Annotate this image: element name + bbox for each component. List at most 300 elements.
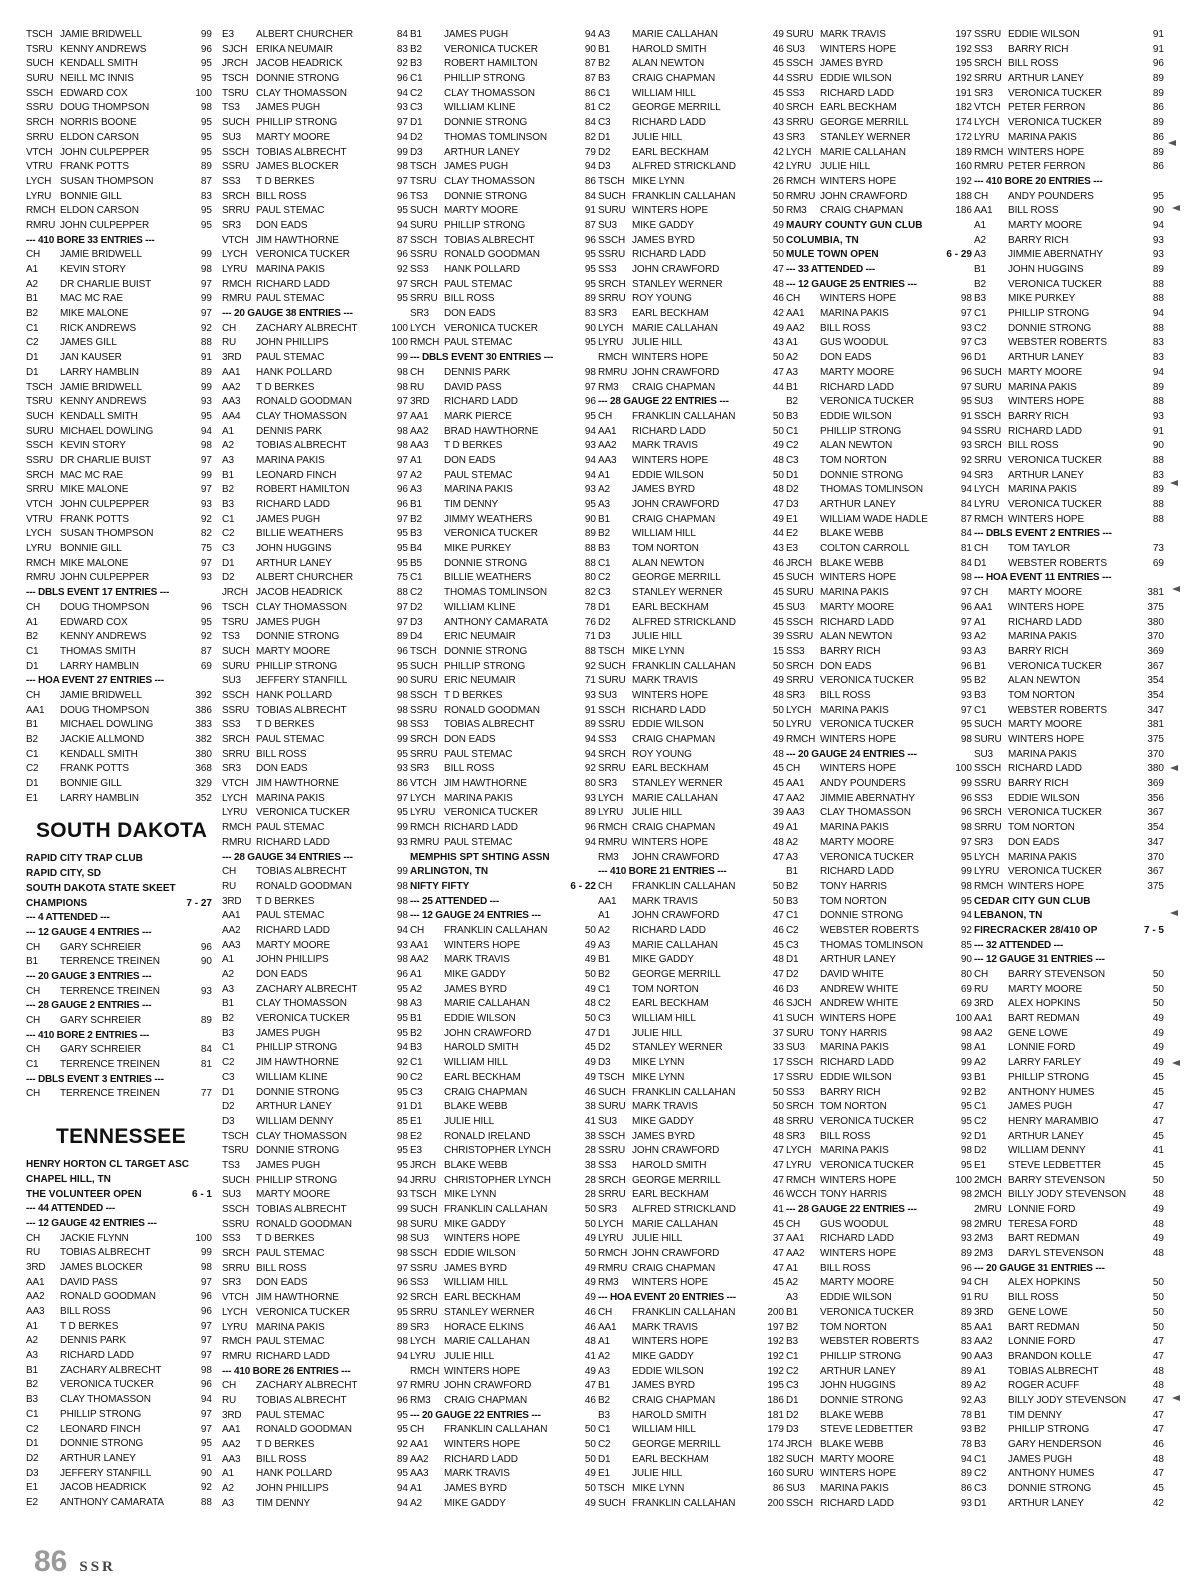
- class-code: C3: [222, 1071, 235, 1083]
- shooter-name: BARRY STEVENSON: [1008, 969, 1106, 980]
- class-code: SRRU: [410, 1306, 438, 1318]
- score: 88: [1152, 499, 1164, 510]
- shooter-name: MIKE PURKEY: [1008, 293, 1076, 305]
- class-code: D3: [598, 631, 611, 643]
- result-row: [26, 425, 212, 440]
- shooter-name: BARRY RICH: [1008, 234, 1069, 246]
- class-code: TS3: [222, 102, 240, 114]
- result-row: [26, 1087, 212, 1102]
- shooter-name: RICHARD LADD: [256, 1350, 330, 1362]
- result-row: [26, 1496, 212, 1511]
- shooter-name: MIKE MALONE: [60, 484, 129, 496]
- shooter-name: MIKE LYNN: [444, 1189, 497, 1201]
- score: 49: [584, 1497, 596, 1509]
- shooter-name: ALAN NEWTON: [820, 440, 893, 452]
- shooter-name: MARINA PAKIS: [256, 1321, 325, 1333]
- class-code: LYCH: [974, 117, 1000, 129]
- score: 48: [584, 1336, 596, 1348]
- shooter-name: MARINA PAKIS: [256, 264, 325, 275]
- event-header: --- 32 ATTENDED ---: [974, 939, 1063, 951]
- shooter-name: BLAKE WEBB: [444, 1159, 508, 1171]
- shooter-name: PAUL STEMAC: [256, 352, 325, 364]
- result-row: [974, 645, 1164, 660]
- result-row: [786, 351, 972, 366]
- result-row: [410, 1218, 596, 1233]
- shooter-name: CLAY THOMASSON: [256, 601, 347, 613]
- score: 98: [200, 1364, 212, 1376]
- class-code: SR3: [974, 836, 993, 848]
- score: 381: [1147, 587, 1164, 599]
- score: 92: [960, 1394, 972, 1406]
- shooter-name: WILLIAM KLINE: [444, 102, 516, 114]
- score: 41: [772, 1013, 784, 1025]
- club-info-text: ARLINGTON, TN: [410, 866, 489, 878]
- class-code: SSCH: [410, 689, 437, 701]
- result-row: [26, 645, 212, 660]
- class-code: B1: [26, 719, 38, 731]
- score: 98: [396, 704, 408, 716]
- score: 98: [396, 719, 408, 731]
- shooter-name: JAMIE BRIDWELL: [60, 689, 142, 701]
- shooter-name: WINTERS HOPE: [820, 572, 897, 584]
- score: 50: [1152, 1306, 1164, 1318]
- class-code: C2: [222, 528, 235, 540]
- shooter-name: WILLIAM DENNY: [1008, 1145, 1086, 1157]
- class-code: RMRU: [26, 219, 56, 231]
- shooter-name: T D BERKES: [60, 1320, 119, 1332]
- shooter-name: JULIE HILL: [632, 131, 683, 143]
- class-code: C1: [974, 1453, 987, 1465]
- class-code: AA3: [222, 1453, 241, 1465]
- shooter-name: KENDALL SMITH: [60, 58, 138, 70]
- score: 83: [200, 190, 212, 202]
- result-row: [598, 1012, 784, 1027]
- event-header: --- 410 BORE 20 ENTRIES ---: [974, 175, 1103, 187]
- result-row: [786, 689, 972, 704]
- class-code: D3: [786, 499, 799, 510]
- shooter-name: MIKE MALONE: [60, 557, 129, 569]
- score: 382: [195, 734, 212, 745]
- result-row: [222, 1086, 408, 1101]
- score: 369: [1147, 778, 1164, 790]
- shooter-name: ANTHONY CAMARATA: [60, 1496, 164, 1508]
- score: 47: [772, 792, 784, 804]
- score: 49: [584, 1468, 596, 1480]
- score: 88: [1152, 513, 1164, 525]
- shooter-name: FRANKLIN CALLAHAN: [632, 880, 736, 892]
- result-row: [26, 1334, 212, 1349]
- shooter-name: ALFRED STRICKLAND: [632, 616, 736, 628]
- result-row: [974, 1379, 1164, 1394]
- shooter-name: DONNIE STRONG: [60, 1438, 144, 1450]
- score: 380: [195, 748, 212, 760]
- shooter-name: PAUL STEMAC: [444, 469, 513, 481]
- class-code: AA3: [26, 1306, 45, 1317]
- shooter-name: BARRY STEVENSON: [1008, 1174, 1106, 1186]
- club-info-line: [974, 909, 1164, 924]
- result-row: [410, 366, 596, 381]
- class-code: D1: [974, 557, 987, 569]
- event-header: --- HOA EVENT 27 ENTRIES ---: [26, 675, 164, 687]
- result-row: [410, 116, 596, 131]
- event-header: --- 20 GAUGE 22 ENTRIES ---: [410, 1409, 541, 1421]
- class-code: SURU: [410, 675, 438, 687]
- shooter-name: BARRY RICH: [820, 1086, 881, 1098]
- shooter-name: TOBIAS ALBRECHT: [256, 866, 347, 878]
- score: 97: [584, 381, 596, 393]
- result-row: [598, 895, 784, 910]
- score: 46: [584, 1306, 596, 1318]
- shooter-name: DON EADS: [256, 969, 308, 980]
- result-row: [598, 939, 784, 954]
- result-row: [974, 1482, 1164, 1497]
- result-row: [26, 292, 212, 307]
- score: 99: [396, 146, 408, 158]
- class-code: C2: [974, 322, 987, 334]
- shooter-name: RICHARD LADD: [444, 822, 518, 834]
- score: 98: [960, 1189, 972, 1201]
- score: 49: [772, 322, 784, 334]
- shooter-name: MARK TRAVIS: [632, 895, 698, 907]
- shooter-name: BILL ROSS: [444, 293, 495, 305]
- score: 49: [1152, 1057, 1164, 1069]
- class-code: 2MCH: [974, 1174, 1002, 1186]
- class-code: RU: [222, 880, 237, 892]
- shooter-name: DONNIE STRONG: [1008, 322, 1092, 334]
- class-code: C2: [786, 440, 799, 452]
- result-row: [222, 836, 408, 851]
- class-code: RMRU: [786, 190, 816, 202]
- scan-mark-icon: [1170, 910, 1178, 916]
- result-row: [786, 895, 972, 910]
- club-info-text: CEDAR CITY GUN CLUB: [974, 895, 1091, 907]
- results-page: [26, 28, 1166, 1538]
- shooter-name: JIM HAWTHORNE: [444, 778, 527, 790]
- score: 77: [200, 1088, 212, 1100]
- result-row: [222, 953, 408, 968]
- result-row: [786, 43, 972, 58]
- shooter-name: ANDY POUNDERS: [1008, 190, 1094, 202]
- shooter-name: DONNIE STRONG: [256, 1086, 340, 1098]
- shooter-name: RONALD GOODMAN: [256, 1218, 352, 1230]
- shooter-name: MIKE LYNN: [632, 1071, 685, 1083]
- class-code: SRCH: [598, 278, 626, 290]
- score: 89: [960, 1306, 972, 1318]
- shooter-name: MIKE MALONE: [60, 308, 129, 320]
- class-code: SSRU: [222, 1218, 249, 1230]
- score: 352: [195, 792, 212, 804]
- class-code: SRCH: [222, 1248, 250, 1260]
- shooter-name: JOHN CRAWFORD: [632, 499, 720, 510]
- score: 39: [772, 631, 784, 643]
- class-code: CH: [26, 941, 41, 953]
- result-row: [222, 1306, 408, 1321]
- score: 94: [396, 87, 408, 99]
- score: 200: [767, 1497, 784, 1509]
- result-row: [974, 146, 1164, 161]
- result-row: [598, 366, 784, 381]
- class-code: TS3: [222, 1159, 240, 1171]
- result-row: [410, 1394, 596, 1409]
- result-row: [786, 557, 972, 572]
- result-row: [786, 1409, 972, 1424]
- shooter-name: VERONICA TUCKER: [444, 43, 538, 55]
- class-code: A3: [786, 1292, 798, 1304]
- class-code: LYRU: [222, 264, 248, 275]
- class-code: TSCH: [598, 1483, 625, 1495]
- class-code: LYRU: [26, 190, 52, 202]
- score: 96: [960, 366, 972, 378]
- shooter-name: EARL BECKHAM: [444, 1071, 521, 1083]
- shooter-name: ARTHUR LANEY: [60, 1452, 136, 1464]
- result-row: [598, 1350, 784, 1365]
- shooter-name: FRANKLIN CALLAHAN: [632, 1306, 736, 1318]
- score: 80: [960, 969, 972, 980]
- result-row: [974, 616, 1164, 631]
- score: 50: [1152, 1277, 1164, 1289]
- shooter-name: ERIC NEUMAIR: [444, 631, 516, 643]
- score: 94: [584, 836, 596, 848]
- score: 95: [200, 410, 212, 422]
- shooter-name: HENRY MARAMBIO: [1008, 1115, 1099, 1127]
- shooter-name: EDDIE WILSON: [820, 1292, 892, 1304]
- shooter-name: JACKIE ALLMOND: [60, 734, 145, 745]
- class-code: CH: [974, 543, 989, 555]
- results-column-1: [26, 28, 212, 1511]
- shooter-name: STANLEY WERNER: [632, 1042, 723, 1054]
- shooter-name: CRAIG CHAPMAN: [444, 1086, 528, 1098]
- class-code: C1: [26, 645, 39, 657]
- result-row: [222, 454, 408, 469]
- score: 50: [1152, 983, 1164, 995]
- class-code: JRCH: [222, 587, 248, 599]
- class-code: RMRU: [410, 1380, 440, 1392]
- result-row: [598, 1365, 784, 1380]
- result-row: [410, 381, 596, 396]
- shooter-name: JULIE HILL: [632, 1233, 683, 1245]
- result-row: [786, 410, 972, 425]
- class-code: A1: [598, 910, 610, 922]
- score: 97: [200, 1276, 212, 1288]
- result-row: [974, 1453, 1164, 1468]
- class-code: C2: [786, 1365, 799, 1377]
- result-row: [222, 630, 408, 645]
- score: 49: [584, 1292, 596, 1304]
- class-code: CH: [26, 1015, 41, 1026]
- shooter-name: VERONICA TUCKER: [820, 1306, 914, 1318]
- result-row: [410, 1159, 596, 1174]
- score: 84: [960, 499, 972, 510]
- shooter-name: BILL ROSS: [256, 190, 307, 202]
- class-code: CH: [26, 689, 41, 701]
- class-code: TS3: [410, 190, 428, 202]
- class-code: D1: [26, 352, 39, 364]
- score: 91: [1152, 29, 1164, 40]
- class-code: A1: [974, 616, 986, 628]
- score: 50: [584, 1424, 596, 1436]
- class-code: D1: [26, 778, 39, 790]
- result-row: [222, 1467, 408, 1482]
- shooter-name: HAROLD SMITH: [632, 1159, 707, 1171]
- score: 47: [772, 851, 784, 863]
- result-row: [598, 1130, 784, 1145]
- class-code: A3: [598, 499, 610, 510]
- shooter-name: PHILLIP STRONG: [444, 73, 526, 85]
- class-code: AA2: [786, 1248, 805, 1260]
- shooter-name: JULIE HILL: [632, 1468, 683, 1480]
- result-row: [974, 968, 1164, 983]
- score: 96: [584, 822, 596, 834]
- score: 85: [960, 939, 972, 951]
- shooter-name: DON EADS: [820, 352, 872, 364]
- score: 98: [396, 998, 408, 1010]
- shooter-name: EDWARD COX: [60, 87, 128, 99]
- shooter-name: CRAIG CHAPMAN: [632, 734, 716, 745]
- shooter-name: TIM DENNY: [1008, 1409, 1063, 1421]
- score: 40: [772, 102, 784, 114]
- class-code: RMCH: [410, 822, 440, 834]
- score: 50: [584, 924, 596, 936]
- score: 50: [1152, 1292, 1164, 1304]
- class-code: RMRU: [222, 836, 252, 848]
- result-row: [410, 571, 596, 586]
- shooter-name: WINTERS HOPE: [444, 1439, 521, 1450]
- result-row: [222, 1350, 408, 1365]
- class-code: C3: [598, 1013, 611, 1025]
- class-code: SSCH: [786, 58, 813, 70]
- score: 96: [200, 1291, 212, 1303]
- class-code: TSCH: [26, 29, 53, 40]
- class-code: A3: [222, 454, 234, 466]
- result-row: [974, 1497, 1164, 1512]
- class-code: RM3: [410, 1394, 431, 1406]
- class-code: B2: [26, 734, 38, 745]
- class-code: VTRU: [26, 161, 53, 173]
- shooter-name: ANTHONY HUMES: [1008, 1086, 1095, 1098]
- shooter-name: JOHN CULPEPPER: [60, 219, 150, 231]
- class-code: B3: [26, 1394, 38, 1406]
- result-row: [974, 1276, 1164, 1291]
- result-row: [222, 1188, 408, 1203]
- result-row: [222, 660, 408, 675]
- class-code: TSRU: [410, 175, 437, 187]
- result-row: [786, 1144, 972, 1159]
- result-row: [598, 322, 784, 337]
- class-code: LYRU: [598, 1233, 624, 1245]
- result-row: [26, 1246, 212, 1261]
- result-row: [786, 1394, 972, 1409]
- result-row: [26, 1364, 212, 1379]
- class-code: LYCH: [222, 1306, 248, 1318]
- score: 45: [1152, 1130, 1164, 1142]
- result-row: [222, 674, 408, 689]
- shooter-name: T D BERKES: [444, 440, 503, 452]
- class-code: D2: [26, 1452, 39, 1464]
- result-row: [410, 410, 596, 425]
- result-row: [974, 1335, 1164, 1350]
- score: 93: [396, 102, 408, 114]
- score: 89: [396, 631, 408, 643]
- class-code: B3: [410, 528, 422, 540]
- shooter-name: BILL ROSS: [256, 748, 307, 760]
- result-row: [598, 410, 784, 425]
- class-code: SSRU: [786, 631, 813, 643]
- club-info-line: [786, 219, 972, 234]
- class-code: CH: [410, 924, 425, 936]
- score: 47: [772, 1145, 784, 1157]
- class-code: A1: [222, 425, 234, 437]
- class-code: SR3: [222, 763, 241, 775]
- class-code: CH: [26, 249, 41, 261]
- shooter-name: RICHARD LADD: [256, 924, 330, 936]
- class-code: SUCH: [410, 205, 438, 217]
- class-code: SUCH: [786, 1013, 814, 1025]
- class-code: D2: [222, 1101, 235, 1113]
- result-row: [974, 1365, 1164, 1380]
- score: 354: [1147, 689, 1164, 701]
- result-row: [26, 1378, 212, 1393]
- result-row: [410, 630, 596, 645]
- shooter-name: PHILLIP STRONG: [444, 660, 526, 672]
- class-code: AA2: [222, 1439, 241, 1450]
- score: 195: [767, 1380, 784, 1392]
- class-code: AA2: [26, 1291, 45, 1303]
- score: 79: [584, 146, 596, 158]
- score: 95: [960, 1115, 972, 1127]
- shooter-name: JAMES BYRD: [632, 234, 695, 246]
- class-code: D1: [786, 1394, 799, 1406]
- result-row: [222, 895, 408, 910]
- result-row: [974, 748, 1164, 763]
- class-code: SU3: [222, 1189, 241, 1201]
- shooter-name: TOBIAS ALBRECHT: [256, 440, 347, 452]
- class-code: SJCH: [222, 43, 248, 55]
- shooter-name: BONNIE GILL: [60, 543, 122, 555]
- score: 88: [1152, 454, 1164, 466]
- result-row: [222, 1027, 408, 1042]
- result-row: [786, 57, 972, 72]
- score: 69: [200, 660, 212, 672]
- score: 92: [396, 1439, 408, 1450]
- result-row: [26, 748, 212, 763]
- score: 95: [200, 205, 212, 217]
- class-code: E3: [410, 1145, 422, 1157]
- shooter-name: VERONICA TUCKER: [1008, 660, 1102, 672]
- score: 96: [200, 601, 212, 613]
- class-code: SRCH: [786, 102, 814, 114]
- class-code: TSCH: [598, 1071, 625, 1083]
- shooter-name: RICHARD LADD: [256, 499, 330, 510]
- result-row: [598, 1100, 784, 1115]
- score: 49: [584, 1057, 596, 1069]
- class-code: C1: [410, 1057, 423, 1069]
- result-row: [598, 1335, 784, 1350]
- class-code: B2: [26, 631, 38, 643]
- class-code: LYRU: [786, 161, 812, 173]
- result-row: [410, 43, 596, 58]
- result-row: [222, 1497, 408, 1512]
- class-code: SSRU: [974, 778, 1001, 790]
- shooter-name: BARRY RICH: [1008, 645, 1069, 657]
- result-row: [786, 806, 972, 821]
- result-row: [410, 953, 596, 968]
- result-row: [598, 28, 784, 43]
- class-code: AA1: [222, 910, 241, 922]
- shooter-name: MIKE GADDY: [632, 1350, 694, 1362]
- club-info-line: [26, 867, 212, 882]
- class-code: LYCH: [222, 792, 248, 804]
- shooter-name: MARINA PAKIS: [1008, 631, 1077, 643]
